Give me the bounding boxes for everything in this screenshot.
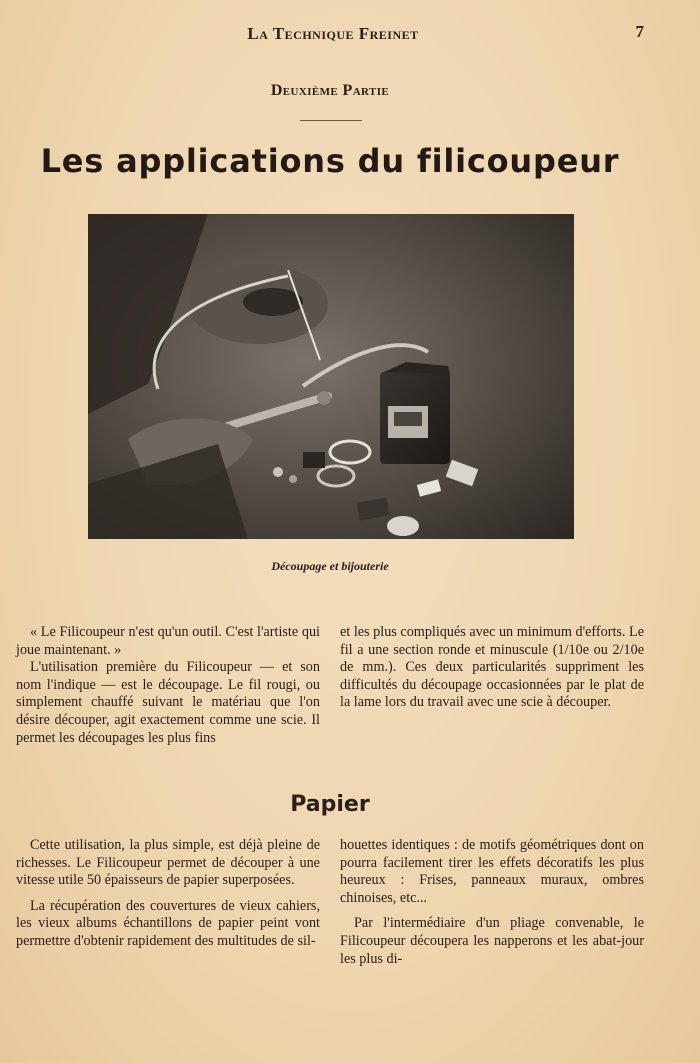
paragraph: L'utilisation première du Filicoupeur — et son nom l'indique — est le découpage. Le fil rougi, ou simplement chauffé suivant le matériau que l'on désire découper, agit exactement comme une scie. Il permet les découpages les plus fins	[16, 659, 320, 746]
section-left-column	[16, 837, 320, 951]
section-right-column	[340, 837, 644, 968]
photo-illustration	[88, 214, 574, 539]
page-number: 7	[635, 22, 644, 41]
intro-left-column	[16, 624, 320, 747]
section-title: Papier	[290, 792, 370, 817]
divider	[300, 120, 362, 121]
intro-right-column	[340, 624, 644, 712]
running-title: La Technique Freinet	[247, 24, 419, 43]
paragraph: Par l'intermédiaire d'un pliage convenable, le Filicoupeur découpera les napperons et les abat-jour les plus di-	[340, 915, 644, 967]
paragraph: La récupération des couvertures de vieux cahiers, les vieux albums échantillons de papier peint vont permettre d'obtenir rapidement des multitudes de sil-	[16, 897, 320, 949]
paragraph: Cette utilisation, la plus simple, est déjà pleine de richesses. Le Filicoupeur permet de découper à une vitesse utile 50 épaisseurs de papier superposées.	[16, 837, 320, 889]
filicoupeur-photo	[88, 214, 574, 539]
figure-caption: Découpage et bijouterie	[271, 559, 389, 573]
paragraph: houettes identiques : de motifs géométriques dont on pourra facilement tirer les effets décoratifs les plus heureux : Frises, panneaux muraux, ombres chinoises, etc...	[340, 837, 644, 906]
main-title: Les applications du filicoupeur	[40, 142, 620, 180]
paragraph: et les plus compliqués avec un minimum d'efforts. Le fil a une section ronde et minuscule (1/10e ou 2/10e de mm.). Ces deux particularités suppriment les difficultés du découpage occasionnées par le plat de la lame lors du travail avec une scie à découper.	[340, 624, 644, 711]
paragraph: « Le Filicoupeur n'est qu'un outil. C'est l'artiste qui joue maintenant. »	[16, 624, 320, 658]
part-heading: Deuxième Partie	[270, 82, 390, 99]
running-header	[0, 22, 700, 46]
